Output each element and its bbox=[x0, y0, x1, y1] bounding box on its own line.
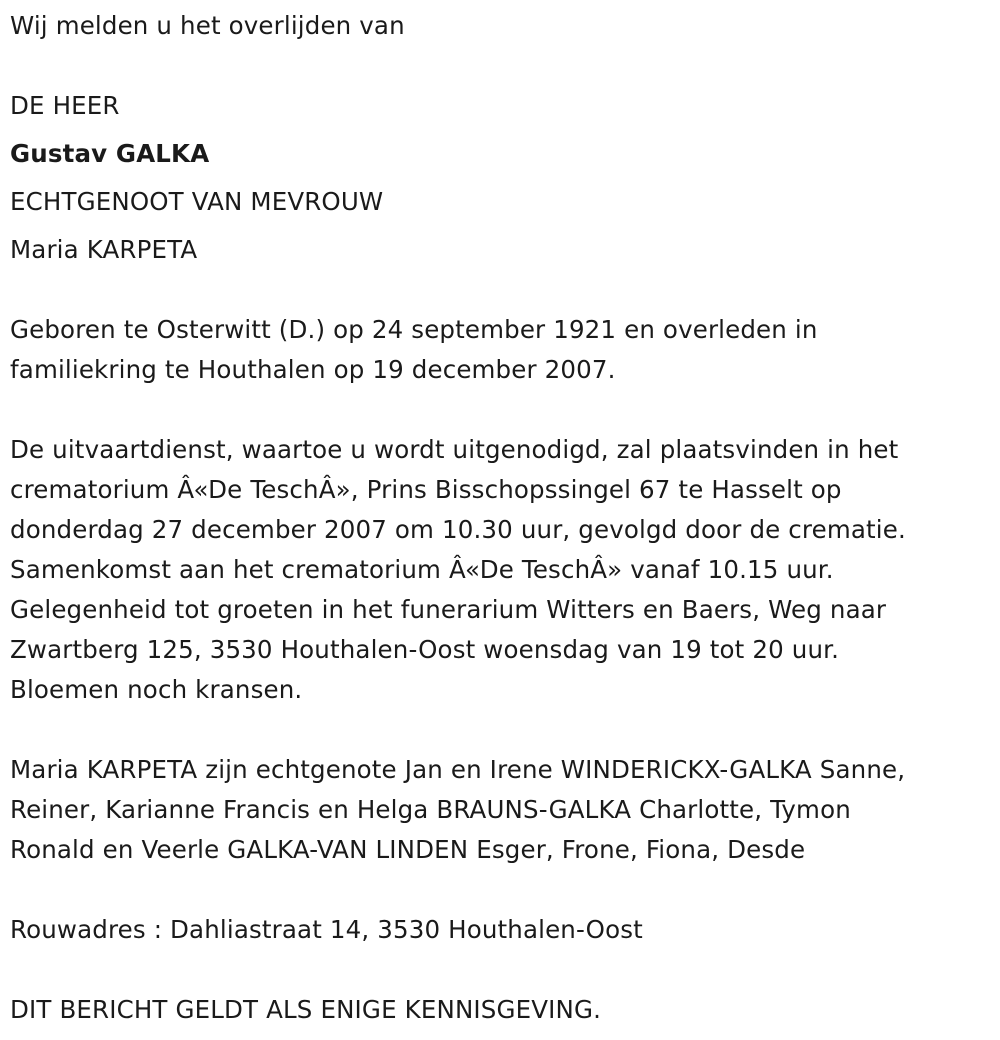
address-text: Rouwadres : Dahliastraat 14, 3530 Houthalen-Oost bbox=[10, 915, 643, 944]
birth-line: familiekring te Houthalen op 19 december 2007. bbox=[10, 355, 616, 384]
birth-line: Geboren te Osterwitt (D.) op 24 september 1921 en overleden in bbox=[10, 315, 818, 344]
service-line: Gelegenheid tot groeten in het funerarium Witters en Baers, Weg naar bbox=[10, 595, 887, 624]
deceased-name: Gustav GALKA bbox=[10, 139, 210, 168]
closing-text: DIT BERICHT GELDT ALS ENIGE KENNISGEVING. bbox=[10, 995, 602, 1024]
service-line: crematorium Â«De TeschÂ», Prins Bisschopssingel 67 te Hasselt op bbox=[10, 475, 842, 504]
service-line: donderdag 27 december 2007 om 10.30 uur, gevolgd door de crematie. bbox=[10, 515, 906, 544]
title-text: DE HEER bbox=[10, 91, 120, 120]
service-line: Samenkomst aan het crematorium Â«De TeschÂ» vanaf 10.15 uur. bbox=[10, 555, 834, 584]
intro-text: Wij melden u het overlijden van bbox=[10, 11, 405, 40]
family-line: Ronald en Veerle GALKA-VAN LINDEN Esger, Frone, Fiona, Desde bbox=[10, 835, 806, 864]
family-line: Maria KARPETA zijn echtgenote Jan en Irene WINDERICKX-GALKA Sanne, bbox=[10, 755, 906, 784]
service-line: Zwartberg 125, 3530 Houthalen-Oost woensdag van 19 tot 20 uur. bbox=[10, 635, 840, 664]
spouse-name: Maria KARPETA bbox=[10, 235, 198, 264]
relation-text: ECHTGENOOT VAN MEVROUW bbox=[10, 187, 384, 216]
service-line: De uitvaartdienst, waartoe u wordt uitgenodigd, zal plaatsvinden in het bbox=[10, 435, 899, 464]
family-line: Reiner, Karianne Francis en Helga BRAUNS-GALKA Charlotte, Tymon bbox=[10, 795, 851, 824]
service-line: Bloemen noch kransen. bbox=[10, 675, 303, 704]
